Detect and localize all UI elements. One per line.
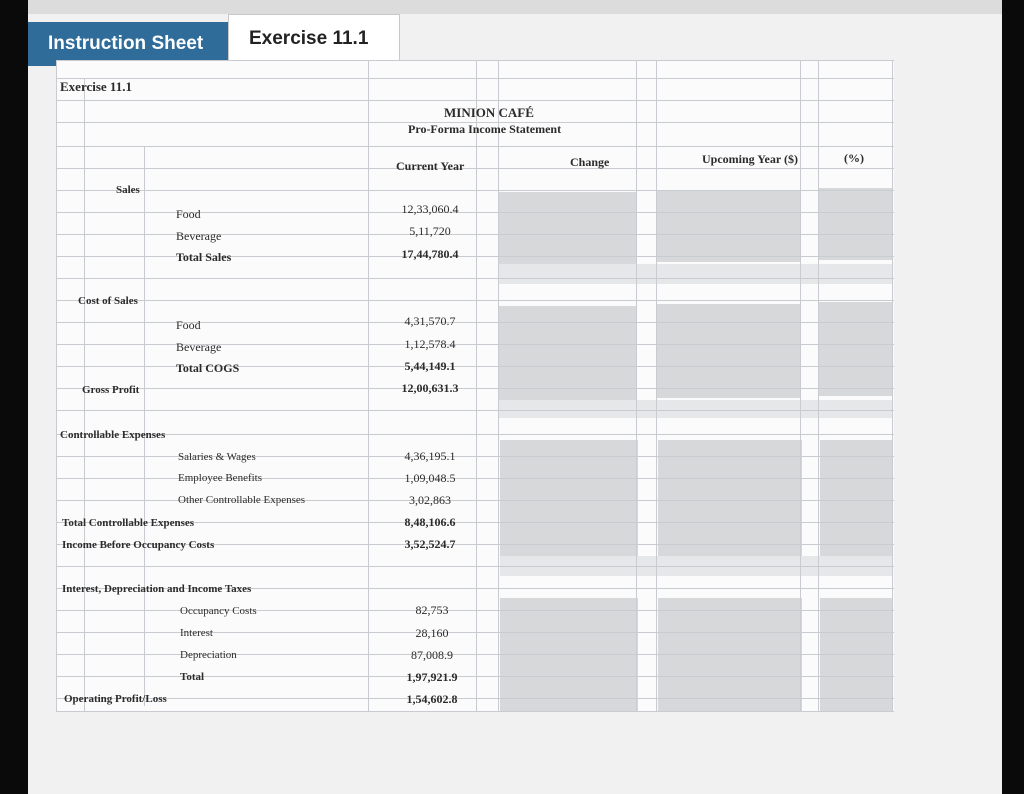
total-sales-value: 17,44,780.4 — [401, 247, 459, 261]
sales-title: Sales — [116, 184, 140, 196]
cos-food-label: Food — [176, 318, 201, 332]
other-ctrl-label: Other Controllable Expenses — [178, 494, 306, 506]
ctrl-title: Controllable Expenses — [60, 429, 166, 441]
total-cogs-value: 5,44,149.1 — [404, 359, 456, 373]
change-cells-cos[interactable] — [498, 306, 636, 400]
sales-beverage-label: Beverage — [176, 229, 222, 243]
pad-row-2 — [498, 400, 892, 418]
occupancy-value: 82,753 — [415, 603, 449, 617]
pad-row-1 — [498, 264, 892, 284]
upcoming-cells-idt[interactable] — [658, 598, 802, 712]
idt-total-label: Total — [180, 671, 205, 683]
ibo-label: Income Before Occupancy Costs — [62, 539, 215, 551]
op-profit-value: 1,54,602.8 — [406, 692, 458, 706]
header-current-year: Current Year — [396, 159, 465, 173]
company-name: MINION CAFÉ — [444, 105, 534, 120]
benefits-value: 1,09,048.5 — [404, 471, 456, 485]
header-upcoming-year: Upcoming Year ($) — [702, 152, 798, 166]
idt-title: Interest, Depreciation and Income Taxes — [62, 583, 252, 595]
total-ctrl-label: Total Controllable Expenses — [62, 517, 195, 529]
salaries-label: Salaries & Wages — [178, 451, 256, 463]
cos-beverage-label: Beverage — [176, 340, 222, 354]
gross-profit-label: Gross Profit — [82, 384, 140, 396]
total-sales-label: Total Sales — [176, 250, 232, 264]
pct-cells-sales[interactable] — [818, 188, 892, 260]
ibo-value: 3,52,524.7 — [404, 537, 456, 551]
sales-food-label: Food — [176, 207, 201, 221]
pct-cells-idt[interactable] — [820, 598, 892, 712]
change-cells-ctrl[interactable] — [500, 440, 638, 556]
interest-label: Interest — [180, 627, 213, 639]
other-ctrl-value: 3,02,863 — [409, 493, 451, 507]
salaries-value: 4,36,195.1 — [404, 449, 456, 463]
cos-beverage-value: 1,12,578.4 — [404, 337, 456, 351]
occupancy-label: Occupancy Costs — [180, 605, 257, 617]
pct-cells-ctrl[interactable] — [820, 440, 892, 556]
gross-profit-value: 12,00,631.3 — [401, 381, 459, 395]
idt-total-value: 1,97,921.9 — [406, 670, 458, 684]
upcoming-cells-ctrl[interactable] — [658, 440, 802, 556]
interest-value: 28,160 — [415, 626, 449, 640]
depreciation-label: Depreciation — [180, 649, 237, 661]
change-cells-idt[interactable] — [500, 598, 638, 712]
total-ctrl-value: 8,48,106.6 — [404, 515, 456, 529]
statement-title: Pro-Forma Income Statement — [408, 122, 562, 136]
cos-food-value: 4,31,570.7 — [404, 314, 456, 328]
cos-title: Cost of Sales — [78, 295, 138, 307]
spreadsheet-window — [28, 0, 1002, 794]
upcoming-cells-cos[interactable] — [656, 304, 800, 398]
upcoming-cells-sales[interactable] — [656, 190, 800, 262]
change-cells-sales[interactable] — [498, 192, 636, 264]
depreciation-value: 87,008.9 — [411, 648, 453, 662]
worksheet — [56, 60, 894, 712]
pct-cells-cos[interactable] — [818, 302, 892, 396]
header-pct: (%) — [844, 151, 864, 165]
header-change: Change — [570, 155, 610, 169]
total-cogs-label: Total COGS — [176, 361, 240, 375]
window-top-strip — [28, 0, 1002, 14]
sheet-label: Exercise 11.1 — [60, 79, 132, 94]
op-profit-label: Operating Profit/Loss — [64, 693, 167, 705]
tab-instruction-sheet[interactable]: Instruction Sheet — [28, 22, 228, 66]
sales-beverage-value: 5,11,720 — [409, 224, 451, 238]
tab-exercise-11-1[interactable]: Exercise 11.1 — [228, 14, 400, 66]
sales-food-value: 12,33,060.4 — [401, 202, 459, 216]
benefits-label: Employee Benefits — [178, 472, 263, 484]
